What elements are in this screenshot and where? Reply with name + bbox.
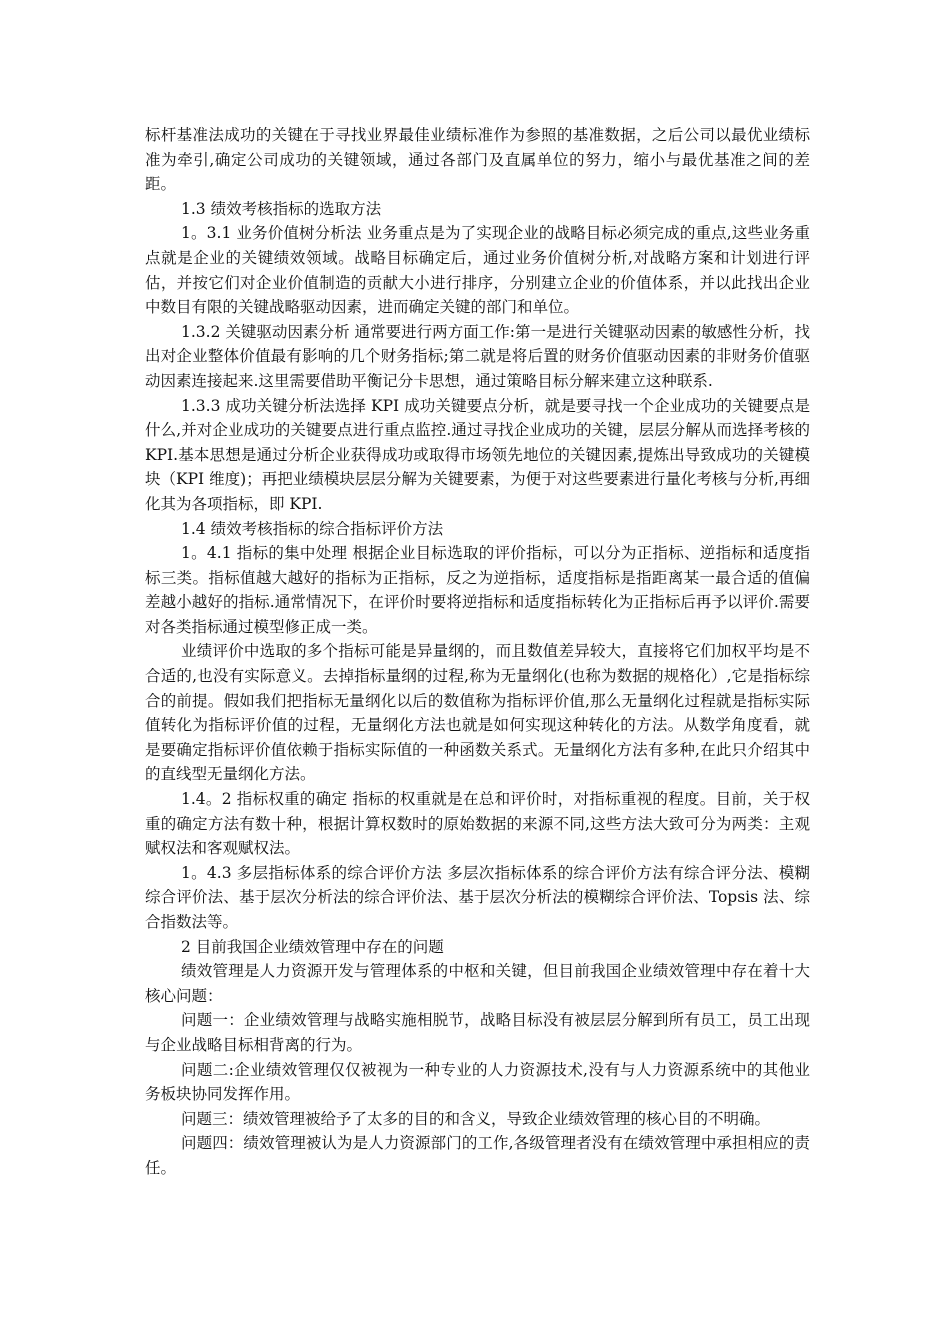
paragraph-1-3-3: 1.3.3 成功关键分析法选择 KPI 成功关键要点分析，就是要寻找一个企业成功的关键要点是什么,并对企业成功的关键要点进行重点监控.通过寻找企业成功的关键，层层分解从而选择考核的 KPI.基本思想是通过分析企业获得成功或取得市场领先地位的关键因素,提炼出导致成功的关键模块（KPI 维度)；再把业绩模块层层分解为关键要素，为便于对这些要素进行量化考核与分析,再细化其为各项指标，即 KPI. xyxy=(145,396,810,513)
paragraph-normalization: 业绩评价中选取的多个指标可能是异量纲的，而且数值差异较大，直接将它们加权平均是不合适的,也没有实际意义。去掉指标量纲的过程,称为无量纲化(也称为数据的规格化）,它是指标综合的前提。假如我们把指标无量纲化以后的数值称为指标评价值,那么无量纲化过程就是指标实际值转化为指标评价值的过程，无量纲化方法也就是如何实现这种转化的方法。从数学角度看，就是要确定指标评价值依赖于指标实际值的一种函数关系式。无量纲化方法有多种,在此只介绍其中的直线型无量纲化方法。 xyxy=(145,642,810,784)
paragraph-intro-problems: 绩效管理是人力资源开发与管理体系的中枢和关键，但目前我国企业绩效管理中存在着十大核心问题： xyxy=(145,962,810,1005)
paragraph-1-3-1: 1。3.1 业务价值树分析法 业务重点是为了实现企业的战略目标必须完成的重点,这些业务重点就是企业的关键绩效领域。战略目标确定后，通过业务价值树分析,对战略方案和计划进行评估，并按它们对企业价值制造的贡献大小进行排序，分别建立企业的价值体系，并以此找出企业中数目有限的关键战略驱动因素，进而确定关键的部门和单位。 xyxy=(145,224,810,317)
paragraph-problem-4: 问题四：绩效管理被认为是人力资源部门的工作,各级管理者没有在绩效管理中承担相应的责任。 xyxy=(145,1134,810,1177)
paragraph-problem-2: 问题二:企业绩效管理仅仅被视为一种专业的人力资源技术,没有与人力资源系统中的其他业务板块协同发挥作用。 xyxy=(145,1060,810,1104)
paragraph-1-4-3: 1。4.3 多层指标体系的综合评价方法 多层次指标体系的综合评价方法有综合评分法、模糊综合评价法、基于层次分析法的综合评价法、基于层次分析法的模糊综合评价法、Topsis 法、综合指数法等。 xyxy=(145,863,810,931)
paragraph-1-4-2: 1.4。2 指标权重的确定 指标的权重就是在总和评价时，对指标重视的程度。目前，关于权重的确定方法有数十种，根据计算权数时的原始数据的来源不同,这些方法大致可分为两类：主观赋权法和客观赋权法。 xyxy=(145,790,810,858)
document-body xyxy=(145,123,810,1181)
paragraph-1-4-1: 1。4.1 指标的集中处理 根据企业目标选取的评价指标，可以分为正指标、逆指标和适度指标三类。指标值越大越好的指标为正指标，反之为逆指标，适度指标是指距离某一最合适的值偏差越小越好的指标.通常情况下，在评价时要将逆指标和适度指标转化为正指标后再予以评价.需要对各类指标通过模型修正成一类。 xyxy=(145,544,810,636)
paragraph-problem-1: 问题一：企业绩效管理与战略实施相脱节，战略目标没有被层层分解到所有员工，员工出现与企业战略目标相背离的行为。 xyxy=(145,1011,810,1054)
paragraph-1-3-2: 1.3.2 关键驱动因素分析 通常要进行两方面工作:第一是进行关键驱动因素的敏感性分析，找出对企业整体价值最有影响的几个财务指标;第二就是将后置的财务价值驱动因素的非财务价值驱动因素连接起来.这里需要借助平衡记分卡思想，通过策略目标分解来建立这种联系. xyxy=(145,322,810,390)
heading-2: 2 目前我国企业绩效管理中存在的问题 xyxy=(181,937,444,956)
heading-1-4: 1.4 绩效考核指标的综合指标评价方法 xyxy=(181,519,444,538)
paragraph-problem-3: 问题三：绩效管理被给予了太多的目的和含义，导致企业绩效管理的核心目的不明确。 xyxy=(181,1109,771,1128)
heading-1-3: 1.3 绩效考核指标的选取方法 xyxy=(181,199,382,218)
paragraph-benchmark: 标杆基准法成功的关键在于寻找业界最佳业绩标准作为参照的基准数据，之后公司以最优业绩标准为牵引,确定公司成功的关键领域，通过各部门及直属单位的努力，缩小与最优基准之间的差距。 xyxy=(145,126,810,194)
